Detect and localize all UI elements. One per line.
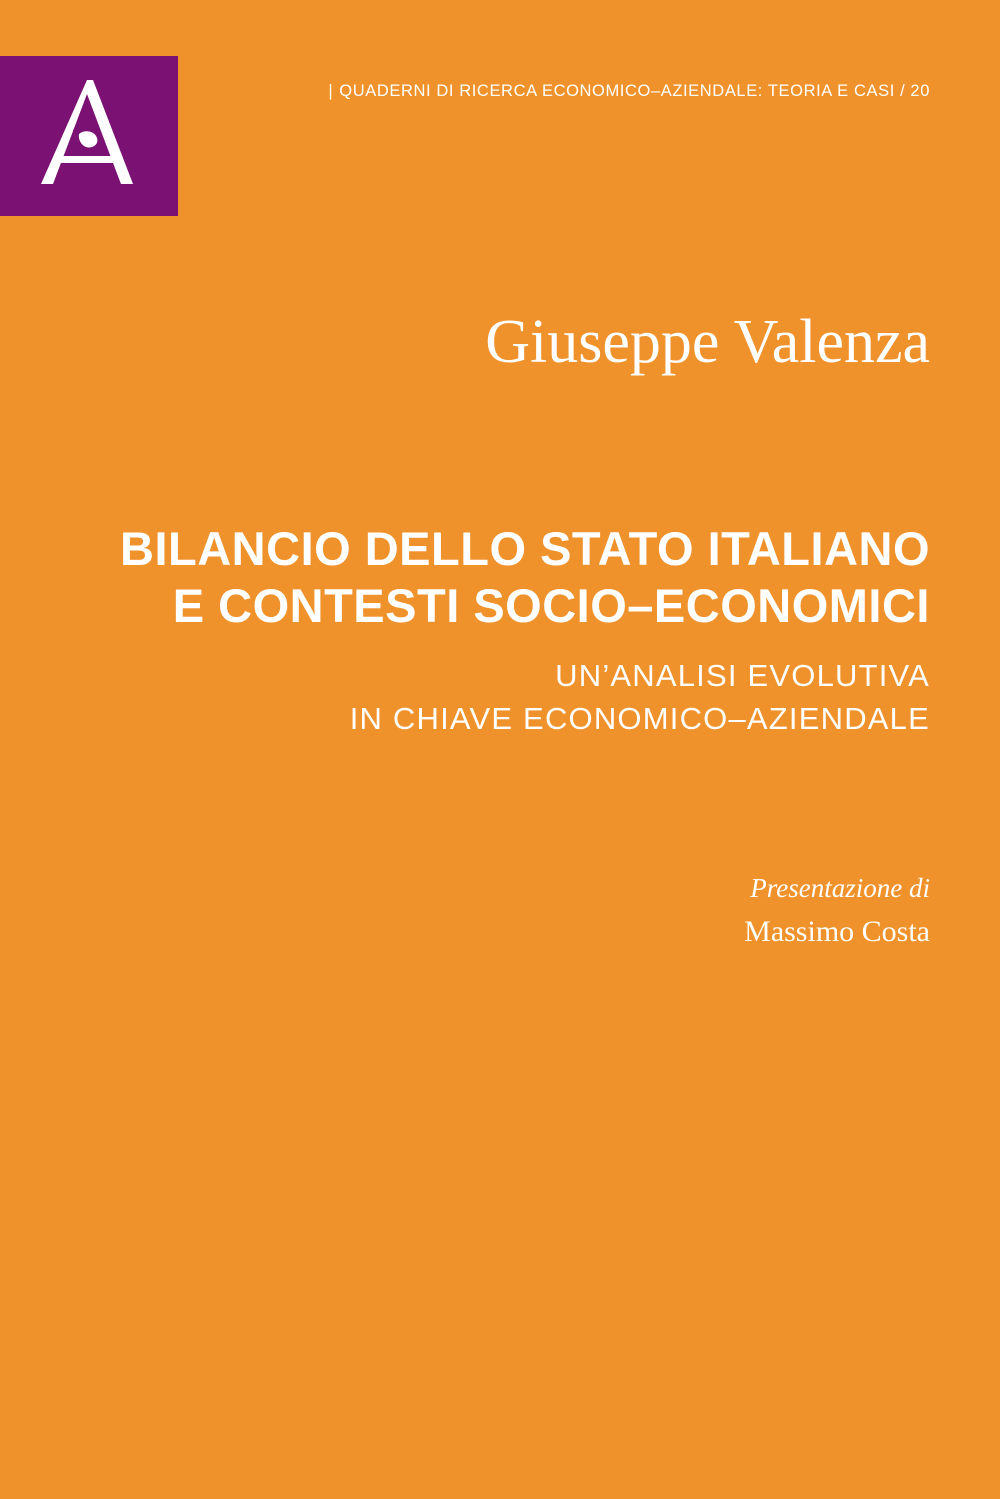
title-line-1: BILANCIO DELLO STATO ITALIANO <box>120 522 930 575</box>
presentation-author: Massimo Costa <box>744 914 930 948</box>
book-title <box>50 520 930 635</box>
series-text: QUADERNI DI RICERCA ECONOMICO–AZIENDALE: TEORIA E CASI / 20 <box>339 82 930 100</box>
series-bar: | <box>328 82 334 100</box>
title-line-2: E CONTESTI SOCIO–ECONOMICI <box>172 579 930 633</box>
aracne-letter-a-icon <box>29 72 149 200</box>
author-name: Giuseppe Valenza <box>485 308 930 376</box>
subtitle-line-2: IN CHIAVE ECONOMICO–AZIENDALE <box>349 700 930 736</box>
publisher-logo <box>0 56 178 216</box>
book-subtitle <box>50 655 930 741</box>
subtitle-line-1: UN’ANALISI EVOLUTIVA <box>555 658 930 693</box>
series-label <box>328 82 930 101</box>
presentation-label: Presentazione di <box>750 873 930 903</box>
presentation-credit <box>430 868 930 954</box>
